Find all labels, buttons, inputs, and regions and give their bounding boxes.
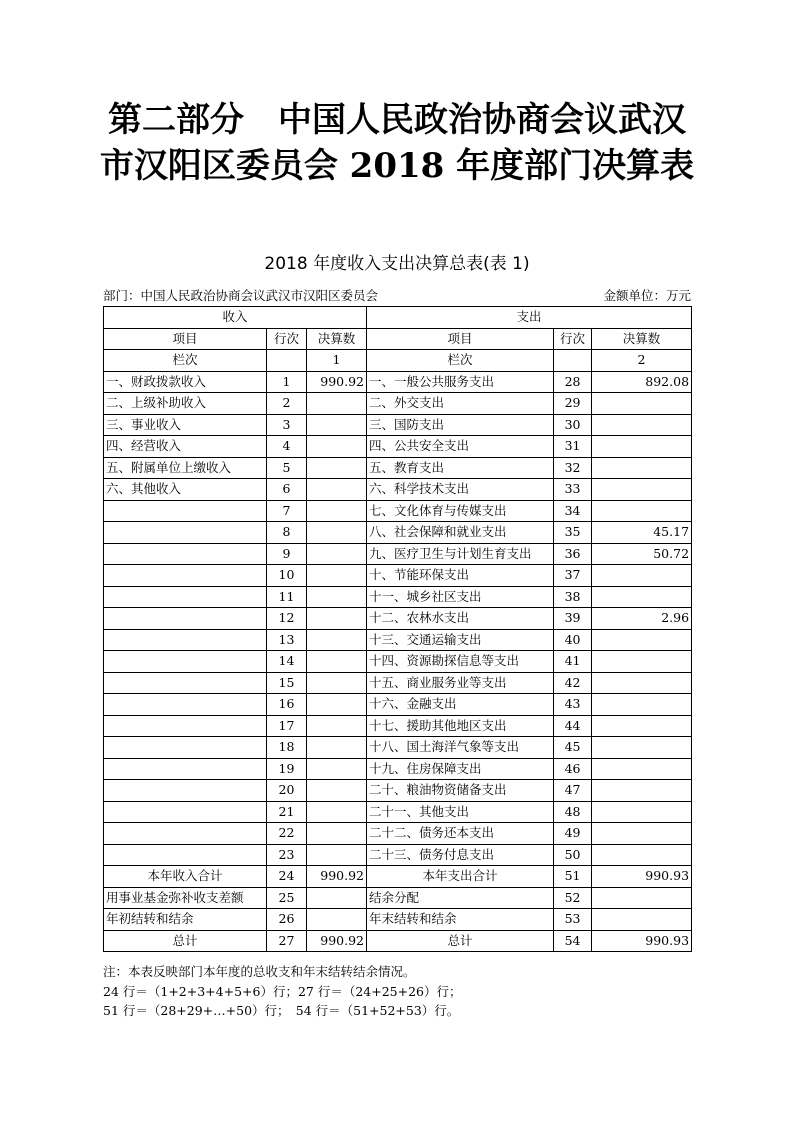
table-row xyxy=(104,629,692,651)
expense-row-no: 29 xyxy=(554,393,592,415)
expense-row-no: 39 xyxy=(554,608,592,630)
expense-item: 一、一般公共服务支出 xyxy=(367,371,554,393)
empty-cell xyxy=(267,350,307,372)
expense-amount xyxy=(592,457,692,479)
expense-item: 年末结转和结余 xyxy=(367,909,554,931)
income-item xyxy=(104,543,267,565)
income-item xyxy=(104,586,267,608)
income-amount xyxy=(307,414,367,436)
department-label: 部门：中国人民政治协商会议武汉市汉阳区委员会 xyxy=(103,288,379,303)
expense-amount xyxy=(592,500,692,522)
income-row-no: 20 xyxy=(267,780,307,802)
table-row xyxy=(104,371,692,393)
expense-item: 二十一、其他支出 xyxy=(367,801,554,823)
income-row-no: 15 xyxy=(267,672,307,694)
income-amount xyxy=(307,565,367,587)
expense-row-no: 35 xyxy=(554,522,592,544)
total-row xyxy=(104,887,692,909)
expense-item: 三、国防支出 xyxy=(367,414,554,436)
income-row-no: 17 xyxy=(267,715,307,737)
income-item xyxy=(104,565,267,587)
expense-row-no-header: 行次 xyxy=(554,328,592,350)
income-amount xyxy=(307,758,367,780)
income-amount xyxy=(307,608,367,630)
income-item: 三、事业收入 xyxy=(104,414,267,436)
expense-item: 十、节能环保支出 xyxy=(367,565,554,587)
table-row xyxy=(104,758,692,780)
income-item: 二、上级补助收入 xyxy=(104,393,267,415)
income-item xyxy=(104,758,267,780)
table-row xyxy=(104,672,692,694)
income-row-no: 3 xyxy=(267,414,307,436)
expense-item: 十二、农林水支出 xyxy=(367,608,554,630)
expense-item: 十九、住房保障支出 xyxy=(367,758,554,780)
expense-row-no: 37 xyxy=(554,565,592,587)
expense-amount xyxy=(592,565,692,587)
income-row-no: 12 xyxy=(267,608,307,630)
header-row-columns xyxy=(104,328,692,350)
expense-item: 二十、粮油物资储备支出 xyxy=(367,780,554,802)
income-item: 一、财政拨款收入 xyxy=(104,371,267,393)
expense-amount xyxy=(592,651,692,673)
expense-row-no: 46 xyxy=(554,758,592,780)
unit-label: 金额单位：万元 xyxy=(603,288,691,303)
expense-item: 十一、城乡社区支出 xyxy=(367,586,554,608)
income-row-no: 10 xyxy=(267,565,307,587)
income-row-no: 5 xyxy=(267,457,307,479)
income-row-no: 23 xyxy=(267,844,307,866)
income-item xyxy=(104,522,267,544)
table-row xyxy=(104,694,692,716)
expense-row-no: 53 xyxy=(554,909,592,931)
income-row-no: 14 xyxy=(267,651,307,673)
income-item xyxy=(104,780,267,802)
income-amount: 990.92 xyxy=(307,930,367,952)
income-row-no: 26 xyxy=(267,909,307,931)
income-row-no: 25 xyxy=(267,887,307,909)
table-row xyxy=(104,500,692,522)
expense-row-no: 43 xyxy=(554,694,592,716)
income-row-no: 24 xyxy=(267,866,307,888)
expense-row-no: 50 xyxy=(554,844,592,866)
income-row-no: 13 xyxy=(267,629,307,651)
income-amount: 990.92 xyxy=(307,866,367,888)
income-amount xyxy=(307,479,367,501)
income-item xyxy=(104,694,267,716)
income-amount xyxy=(307,651,367,673)
income-row-no: 4 xyxy=(267,436,307,458)
header-row-column-index xyxy=(104,350,692,372)
income-item: 总计 xyxy=(104,930,267,952)
expense-amount xyxy=(592,479,692,501)
expense-item: 十六、金融支出 xyxy=(367,694,554,716)
expense-row-no: 28 xyxy=(554,371,592,393)
expense-amount xyxy=(592,393,692,415)
expense-row-no: 31 xyxy=(554,436,592,458)
expense-section-header: 支出 xyxy=(367,307,692,329)
table-row xyxy=(104,737,692,759)
income-row-no: 2 xyxy=(267,393,307,415)
income-amount xyxy=(307,715,367,737)
income-amount xyxy=(307,629,367,651)
total-row xyxy=(104,909,692,931)
table-row xyxy=(104,414,692,436)
income-row-no: 11 xyxy=(267,586,307,608)
income-amount xyxy=(307,844,367,866)
income-item xyxy=(104,715,267,737)
expense-amount xyxy=(592,887,692,909)
expense-item-header: 项目 xyxy=(367,328,554,350)
income-row-no: 21 xyxy=(267,801,307,823)
expense-amount xyxy=(592,586,692,608)
expense-amount xyxy=(592,694,692,716)
expense-amount xyxy=(592,844,692,866)
income-amount xyxy=(307,823,367,845)
expense-amount xyxy=(592,780,692,802)
expense-amount: 2.96 xyxy=(592,608,692,630)
expense-amount xyxy=(592,801,692,823)
table-row xyxy=(104,715,692,737)
expense-item: 四、公共安全支出 xyxy=(367,436,554,458)
expense-amount: 990.93 xyxy=(592,930,692,952)
table-row xyxy=(104,586,692,608)
income-item xyxy=(104,629,267,651)
income-column-label: 栏次 xyxy=(104,350,267,372)
income-amount xyxy=(307,672,367,694)
expense-row-no: 33 xyxy=(554,479,592,501)
expense-amount: 45.17 xyxy=(592,522,692,544)
expense-row-no: 32 xyxy=(554,457,592,479)
expense-amount: 892.08 xyxy=(592,371,692,393)
header-row-section xyxy=(104,307,692,329)
expense-amount xyxy=(592,758,692,780)
empty-cell xyxy=(554,350,592,372)
income-amount xyxy=(307,737,367,759)
table-meta xyxy=(103,287,691,305)
income-amount xyxy=(307,457,367,479)
income-amount xyxy=(307,500,367,522)
table-row xyxy=(104,565,692,587)
income-amount xyxy=(307,780,367,802)
income-row-no: 8 xyxy=(267,522,307,544)
expense-item: 十三、交通运输支出 xyxy=(367,629,554,651)
expense-amount xyxy=(592,672,692,694)
income-row-no: 9 xyxy=(267,543,307,565)
total-row xyxy=(104,866,692,888)
income-amount xyxy=(307,543,367,565)
page-title-line-2: 市汉阳区委员会 2018 年度部门决算表 xyxy=(99,146,695,186)
income-amount xyxy=(307,522,367,544)
expense-item: 二十二、债务还本支出 xyxy=(367,823,554,845)
page-title-line-1: 第二部分 中国人民政治协商会议武汉 xyxy=(108,100,686,140)
table-row xyxy=(104,479,692,501)
income-item: 五、附属单位上缴收入 xyxy=(104,457,267,479)
expense-item: 十四、资源勘探信息等支出 xyxy=(367,651,554,673)
expense-amount: 50.72 xyxy=(592,543,692,565)
total-row xyxy=(104,930,692,952)
table-notes xyxy=(103,962,462,1021)
income-amount xyxy=(307,694,367,716)
expense-row-no: 52 xyxy=(554,887,592,909)
expense-row-no: 41 xyxy=(554,651,592,673)
expense-item: 九、医疗卫生与计划生育支出 xyxy=(367,543,554,565)
table-row xyxy=(104,801,692,823)
income-item: 用事业基金弥补收支差额 xyxy=(104,887,267,909)
income-amount xyxy=(307,393,367,415)
table-row xyxy=(104,393,692,415)
income-amount xyxy=(307,887,367,909)
table-row xyxy=(104,543,692,565)
income-amount-header: 决算数 xyxy=(307,328,367,350)
expense-row-no: 36 xyxy=(554,543,592,565)
expense-item: 七、文化体育与传媒支出 xyxy=(367,500,554,522)
expense-amount xyxy=(592,909,692,931)
expense-item: 结余分配 xyxy=(367,887,554,909)
expense-column-index: 2 xyxy=(592,350,692,372)
expense-item: 八、社会保障和就业支出 xyxy=(367,522,554,544)
income-section-header: 收入 xyxy=(104,307,367,329)
table-row xyxy=(104,457,692,479)
expense-column-label: 栏次 xyxy=(367,350,554,372)
expense-amount: 990.93 xyxy=(592,866,692,888)
income-row-no: 1 xyxy=(267,371,307,393)
note-line: 51 行＝（28+29+…+50）行； 54 行＝（51+52+53）行。 xyxy=(103,1003,460,1018)
expense-row-no: 40 xyxy=(554,629,592,651)
expense-amount xyxy=(592,715,692,737)
budget-summary-table xyxy=(103,306,692,952)
income-row-no: 22 xyxy=(267,823,307,845)
income-row-no-header: 行次 xyxy=(267,328,307,350)
table-title: 2018 年度收入支出决算总表(表 1) xyxy=(264,254,530,274)
page-title xyxy=(0,97,794,189)
income-amount xyxy=(307,436,367,458)
table-row xyxy=(104,844,692,866)
income-item xyxy=(104,608,267,630)
expense-row-no: 45 xyxy=(554,737,592,759)
expense-row-no: 49 xyxy=(554,823,592,845)
income-item-header: 项目 xyxy=(104,328,267,350)
income-amount xyxy=(307,909,367,931)
expense-row-no: 42 xyxy=(554,672,592,694)
expense-amount xyxy=(592,823,692,845)
expense-item: 总计 xyxy=(367,930,554,952)
table-row xyxy=(104,823,692,845)
expense-amount xyxy=(592,414,692,436)
note-line: 24 行＝（1+2+3+4+5+6）行；27 行＝（24+25+26）行； xyxy=(103,983,462,999)
table-row xyxy=(104,522,692,544)
income-item: 本年收入合计 xyxy=(104,866,267,888)
income-row-no: 27 xyxy=(267,930,307,952)
expense-item: 六、科学技术支出 xyxy=(367,479,554,501)
expense-row-no: 34 xyxy=(554,500,592,522)
income-row-no: 18 xyxy=(267,737,307,759)
income-item xyxy=(104,823,267,845)
table-row xyxy=(104,436,692,458)
income-amount xyxy=(307,586,367,608)
expense-row-no: 44 xyxy=(554,715,592,737)
table-row xyxy=(104,780,692,802)
income-item: 六、其他收入 xyxy=(104,479,267,501)
income-item xyxy=(104,844,267,866)
income-row-no: 16 xyxy=(267,694,307,716)
income-item xyxy=(104,672,267,694)
note-line: 注：本表反映部门本年度的总收支和年末结转结余情况。 xyxy=(103,964,416,979)
expense-item: 五、教育支出 xyxy=(367,457,554,479)
expense-row-no: 48 xyxy=(554,801,592,823)
expense-row-no: 51 xyxy=(554,866,592,888)
income-item xyxy=(104,500,267,522)
expense-item: 二十三、债务付息支出 xyxy=(367,844,554,866)
income-item xyxy=(104,801,267,823)
expense-row-no: 30 xyxy=(554,414,592,436)
income-row-no: 7 xyxy=(267,500,307,522)
expense-item: 二、外交支出 xyxy=(367,393,554,415)
expense-item: 十五、商业服务业等支出 xyxy=(367,672,554,694)
expense-amount xyxy=(592,629,692,651)
expense-row-no: 47 xyxy=(554,780,592,802)
expense-item: 本年支出合计 xyxy=(367,866,554,888)
expense-row-no: 38 xyxy=(554,586,592,608)
expense-item: 十八、国土海洋气象等支出 xyxy=(367,737,554,759)
income-item: 年初结转和结余 xyxy=(104,909,267,931)
expense-amount-header: 决算数 xyxy=(592,328,692,350)
expense-amount xyxy=(592,737,692,759)
expense-row-no: 54 xyxy=(554,930,592,952)
income-row-no: 19 xyxy=(267,758,307,780)
income-item xyxy=(104,651,267,673)
expense-amount xyxy=(592,436,692,458)
table-row xyxy=(104,651,692,673)
income-column-index: 1 xyxy=(307,350,367,372)
income-item: 四、经营收入 xyxy=(104,436,267,458)
expense-item: 十七、援助其他地区支出 xyxy=(367,715,554,737)
income-amount xyxy=(307,801,367,823)
table-row xyxy=(104,608,692,630)
income-item xyxy=(104,737,267,759)
income-amount: 990.92 xyxy=(307,371,367,393)
income-row-no: 6 xyxy=(267,479,307,501)
